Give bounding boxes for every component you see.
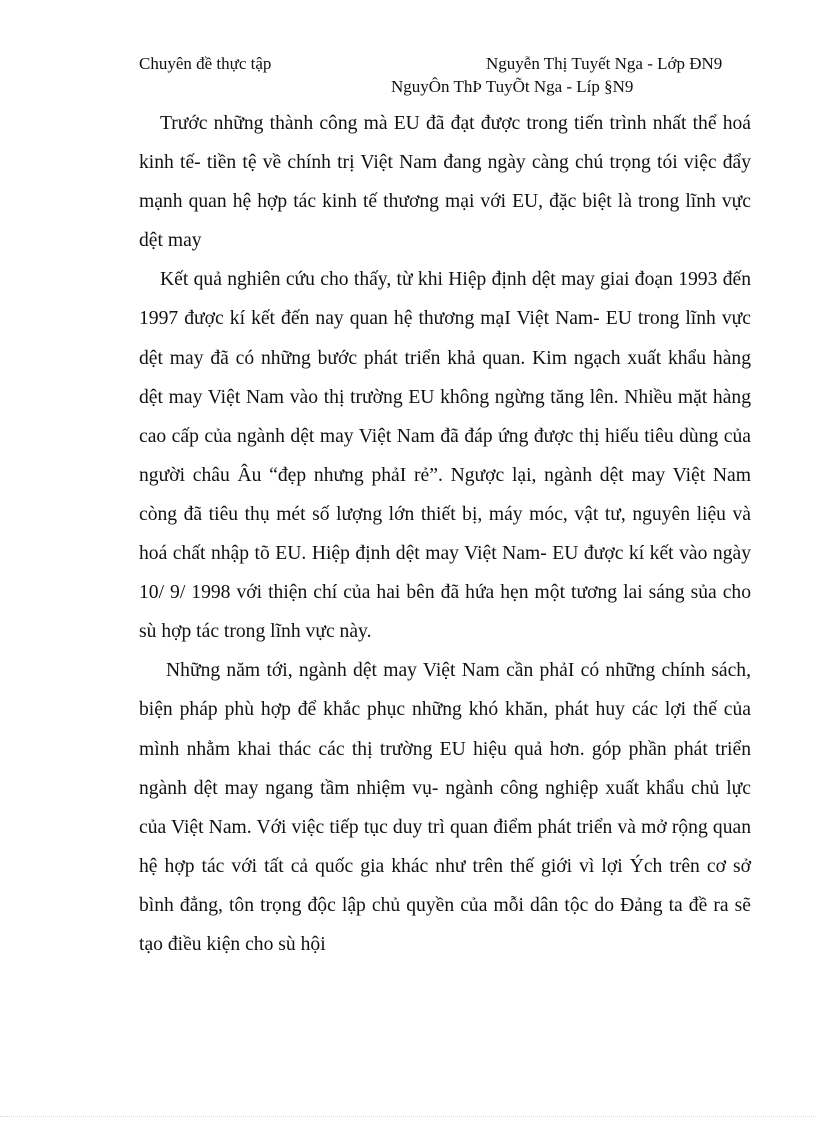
header-author-legacy-encoding: NguyÔn ThÞ TuyÕt Nga - Líp §N9 [391,77,634,96]
paragraph: Trước những thành công mà EU đã đạt được trong tiến trình nhất thể hoá kinh tế- tiền tệ về chính trị Việt Nam đang ngày càng chú trọng tói việc đẩy mạnh quan hệ hợp tác kinh tế thương mại với EU, đặc biệt là trong lĩnh vực dệt may [139,113,751,252]
paragraph: Những năm tới, ngành dệt may Việt Nam cần phảI có những chính sách, biện pháp phù hợp để khắc phục những khó khăn, phát huy các lợi thế của mình nhằm khai thác các thị trường EU hiệu quả hơn. góp phần phát triển ngành dệt may ngang tầm nhiệm vụ- ngành công nghiệp xuất khẩu chủ lực của Việt Nam. Với việc tiếp tục duy trì quan điểm phát triển và mở rộng quan hệ hợp tác với tất cả quốc gia khác như trên thế giới vì lợi Ých trên cơ sở bình đẳng, tôn trọng độc lập chủ quyền của mỗi dân tộc do Đảng ta đề ra sẽ tạo điều kiện cho sù hội [139,660,751,955]
paragraph: Kết quả nghiên cứu cho thấy, từ khi Hiệp định dệt may giai đoạn 1993 đến 1997 được kí kết đến nay quan hệ thương mạI Việt Nam- EU trong lĩnh vực dệt may đã có những bước phát triển khả quan. Kim ngạch xuất khẩu hàng dệt may Việt Nam vào thị trường EU không ngừng tăng lên. Nhiều mặt hàng cao cấp của ngành dệt may Việt Nam đã đáp ứng được thị hiếu tiêu dùng của người châu Âu “đẹp nhưng phảI rẻ”. Ngược lại, ngành dệt may Việt Nam còng đã tiêu thụ mét số lượng lớn thiết bị, máy móc, vật tư, nguyên liệu và hoá chất nhập tõ EU. Hiệp định dệt may Việt Nam- EU được kí kết vào ngày 10/ 9/ 1998 với thiện chí của hai bên đã hứa hẹn một tương lai sáng sủa cho sù hợp tác trong lĩnh vực này. [139,269,751,643]
header-title: Chuyên đề thực tập [139,54,272,73]
page-bottom-rule [0,1116,816,1117]
body-text [139,104,751,964]
header-author: Nguyễn Thị Tuyết Nga - Lớp ĐN9 [486,54,723,73]
